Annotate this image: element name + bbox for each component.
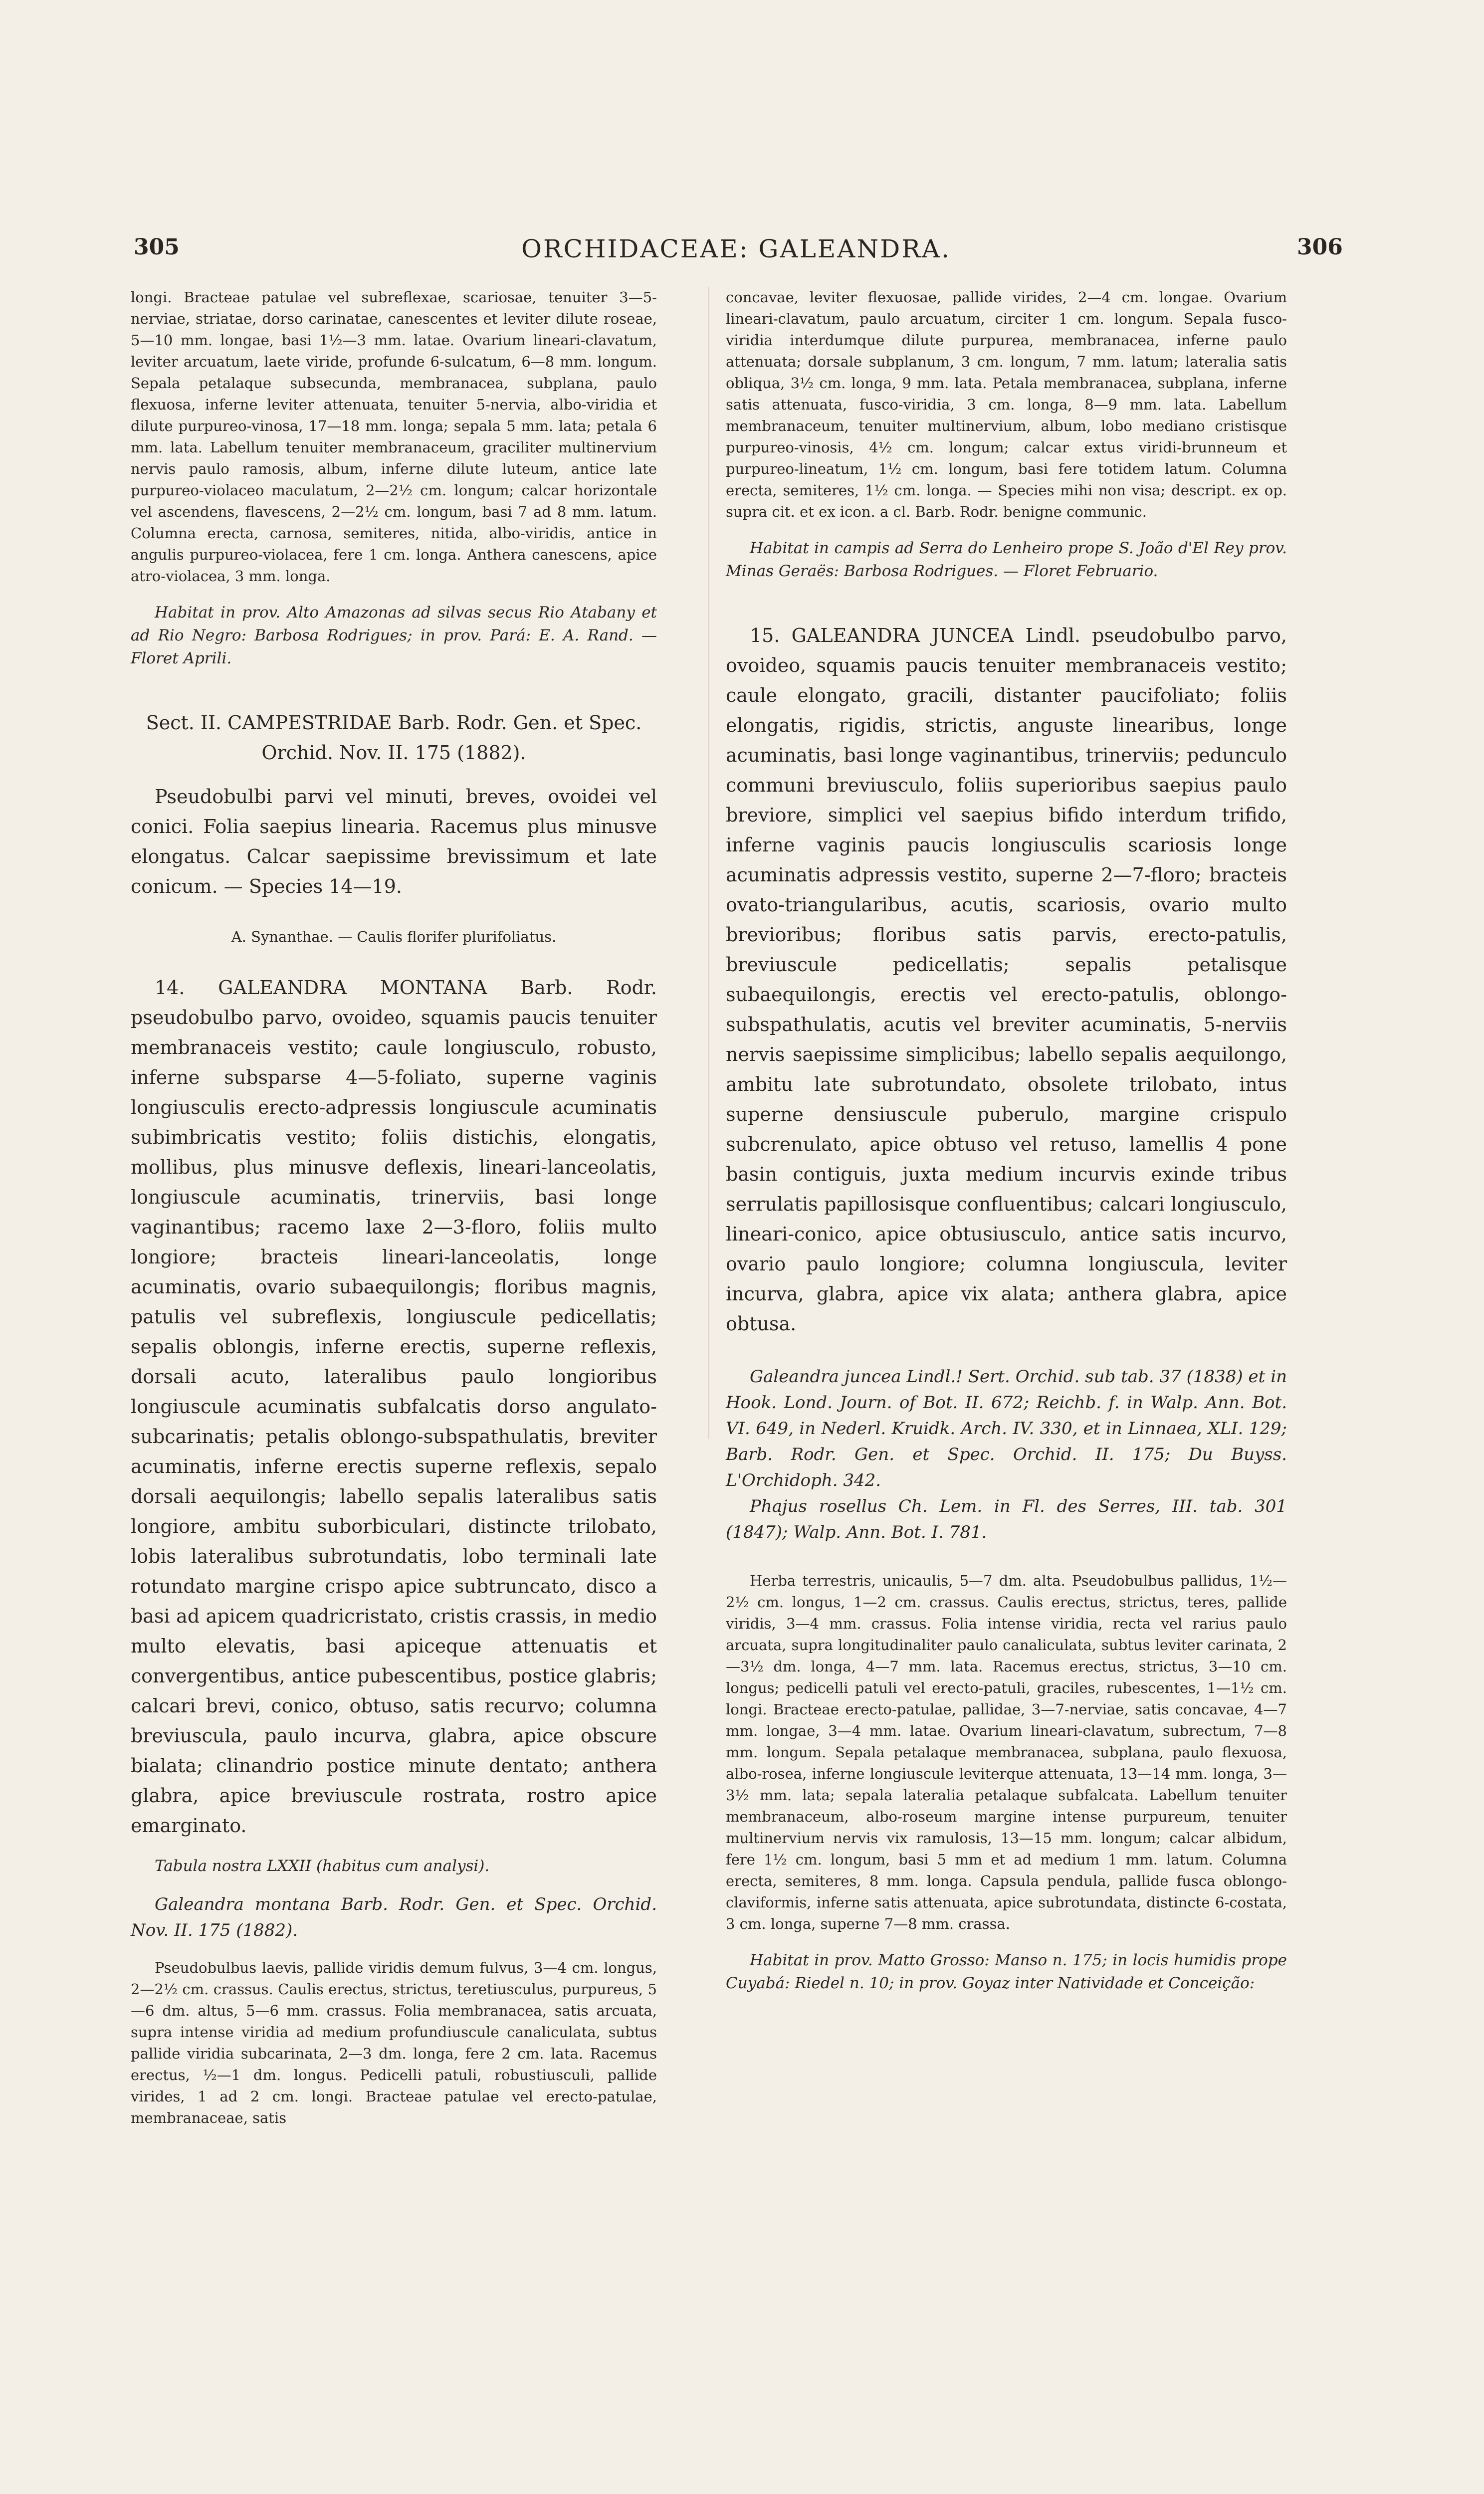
- tabula-reference: Tabula nostra LXXII (habitus cum analysi).: [155, 1857, 490, 1875]
- section-description: Pseudobulbi parvi vel minuti, breves, ovoidei vel conici. Folia saepius linearia. Racemus plus minusve elongatus. Calcar saepissime brevissimum et late conicum. — Species 14—19.: [131, 786, 657, 897]
- right-column: [726, 287, 1287, 1995]
- subgroup-heading: A. Synanthae. — Caulis florifer plurifoliatus.: [231, 928, 557, 945]
- left-column: [131, 287, 657, 2129]
- species-14-citation: Galeandra montana Barb. Rodr. Gen. et Spec. Orchid. Nov. II. 175 (1882).: [131, 1894, 657, 1940]
- species-14-description: Pseudobulbus laevis, pallide viridis demum fulvus, 3—4 cm. longus, 2—2½ cm. crassus. Caulis erectus, strictus, teretiusculus, purpureus, 5—6 dm. altus, 5—6 mm. crassus. Folia membranacea, satis arcuata, supra intense viridia ad medium profundiuscule canaliculata, subtus pallide viridia subcarinata, 2—3 dm. longa, fere 2 cm. lata. Racemus erectus, ½—1 dm. longus. Pedicelli patuli, robustiusculi, pallide virides, 1 ad 2 cm. longi. Bracteae patulae vel erecto-patulae, membranaceae, satis: [131, 1959, 657, 2126]
- left-habitat: Habitat in prov. Alto Amazonas ad silvas secus Rio Atabany et ad Rio Negro: Barbosa Rodrigues; in prov. Pará: E. A. Rand. — Floret Aprili.: [131, 604, 657, 667]
- section-heading: Sect. II. CAMPESTRIDAE Barb. Rodr. Gen. et Spec. Orchid. Nov. II. 175 (1882).: [146, 712, 642, 764]
- species-15-citation-b: Phajus rosellus Ch. Lem. in Fl. des Serres, III. tab. 301 (1847); Walp. Ann. Bot. I. 781.: [726, 1496, 1287, 1542]
- column-divider: [708, 287, 709, 1439]
- species-15-description: Herba terrestris, unicaulis, 5—7 dm. alta. Pseudobulbus pallidus, 1½—2½ cm. longus, 1—2 cm. crassus. Caulis erectus, strictus, teres, pallide viridis, 3—4 mm. crassus. Folia intense viridia, recta vel rarius paulo arcuata, supra longitudinaliter paulo canaliculata, subtus leviter carinata, 2—3½ dm. longa, 4—7 mm. lata. Racemus erectus, strictus, 3—10 cm. longus; pedicelli patuli vel erecto-patuli, graciles, rubescentes, 1—1½ cm. longi. Bracteae erecto-patulae, pallidae, 3—7-nerviae, satis concavae, 4—7 mm. longae, 3—4 mm. latae. Ovarium lineari-clavatum, subrectum, 7—8 mm. longum. Sepala petalaque membranacea, subplana, paulo flexuosa, albo-rosea, inferne longiuscule leviterque attenuata, 13—14 mm. longa, 3—3½ mm. lata; sepala lateralia petalaque subfalcata. Labellum tenuiter membranaceum, albo-roseum margine intense purpureum, tenuiter multinervium nervis vix ramulosis, 13—15 mm. longum; calcar albidum, fere 1½ cm. longum, basi 5 mm et ad medium 1 mm. latum. Columna erecta, semiteres, 8 mm. longa. Capsula pendula, pallide fusca oblongo-claviformis, inferne satis attenuata, apice subrotundata, distincte 6-costata, 3 cm. longa, superne 7—8 mm. crassa.: [726, 1572, 1287, 1932]
- species-15-diagnosis: 15. GALEANDRA JUNCEA Lindl. pseudobulbo parvo, ovoideo, squamis paucis tenuiter membranaceis vestito; caule elongato, gracili, distanter paucifoliato; foliis elongatis, rigidis, strictis, anguste linearibus, longe acuminatis, basi longe vaginantibus, trinerviis; pedunculo communi breviusculo, foliis superioribus saepius paulo breviore, simplici vel saepius bifido interdum trifido, inferne vaginis paucis longiusculis scariosis longe acuminatis adpressis vestito, superne 2—7-floro; bracteis ovato-triangularibus, acutis, scariosis, ovario multo brevioribus; floribus satis parvis, erecto-patulis, breviuscule pedicellatis; sepalis petalisque subaequilongis, erectis vel erecto-patulis, oblongo-subspathulatis, acutis vel breviter acuminatis, 5-nerviis nervis saepissime simplicibus; labello sepalis aequilongo, ambitu late subrotundato, obsolete trilobato, intus superne densiuscule puberulo, margine crispulo subcrenulato, apice obtuso vel retuso, lamellis 4 pone basin contiguis, juxta medium incurvis exinde tribus serrulatis papillosisque confluentibus; calcari longiusculo, lineari-conico, apice obtusiusculo, antice satis incurvo, ovario paulo longiore; columna longiuscula, leviter incurva, glabra, apice vix alata; anthera glabra, apice obtusa.: [726, 624, 1287, 1335]
- running-title: ORCHIDACEAE: GALEANDRA.: [521, 234, 951, 263]
- species-14-diagnosis: 14. GALEANDRA MONTANA Barb. Rodr. pseudobulbo parvo, ovoideo, squamis paucis tenuiter membranaceis vestito; caule longiusculo, robusto, inferne subsparse 4—5-foliato, superne vaginis longiusculis erecto-adpressis longiuscule acuminatis subimbricatis vestito; foliis distichis, elongatis, mollibus, plus minusve deflexis, lineari-lanceolatis, longiuscule acuminatis, trinerviis, basi longe vaginantibus; racemo laxe 2—3-floro, foliis multo longiore; bracteis lineari-lanceolatis, longe acuminatis, ovario subaequilongis; floribus magnis, patulis vel subreflexis, longiuscule pedicellatis; sepalis oblongis, inferne erectis, superne reflexis, dorsali acuto, lateralibus paulo longioribus longiuscule acuminatis subfalcatis dorso angulato-subcarinatis; petalis oblongo-subspathulatis, breviter acuminatis, inferne erectis superne reflexis, sepalo dorsali aequilongis; labello sepalis lateralibus satis longiore, ambitu suborbiculari, distincte trilobato, lobis lateralibus subrotundatis, lobo terminali late rotundato margine crispo apice subtruncato, disco a basi ad apicem quadricristato, cristis crassis, in medio multo elevatis, basi apiceque attenuatis et convergentibus, antice pubescentibus, postice glabris; calcari brevi, conico, obtuso, satis recurvo; columna breviuscula, paulo incurva, glabra, apice obscure bialata; clinandrio postice minute dentato; anthera glabra, apice breviuscule rostrata, rostro apice emarginato.: [131, 977, 657, 1837]
- right-habitat: Habitat in campis ad Serra do Lenheiro prope S. João d'El Rey prov. Minas Geraës: Barbosa Rodrigues. — Floret Februario.: [726, 539, 1287, 580]
- species-15-habitat: Habitat in prov. Matto Grosso: Manso n. 175; in locis humidis prope Cuyabá: Riedel n. 10; in prov. Goyaz inter Natividade et Conceição:: [726, 1951, 1287, 1992]
- page-number-left: 305: [134, 234, 180, 260]
- species-15-citation-a: Galeandra juncea Lindl.! Sert. Orchid. sub tab. 37 (1838) et in Hook. Lond. Journ. of Bot. II. 672; Reichb. f. in Walp. Ann. Bot. VI. 649, in Nederl. Kruidk. Arch. IV. 330, et in Linnaea, XLI. 129; Barb. Rodr. Gen. et Spec. Orchid. II. 175; Du Buyss. L'Orchidoph. 342.: [726, 1367, 1287, 1490]
- left-continued-description: longi. Bracteae patulae vel subreflexae, scariosae, tenuiter 3—5-nerviae, striatae, dorso carinatae, canescentes et leviter dilute roseae, 5—10 mm. longae, basi 1½—3 mm. latae. Ovarium lineari-clavatum, leviter arcuatum, laete viride, profunde 6-sulcatum, 6—8 mm. longum. Sepala petalaque subsecunda, membranacea, subplana, paulo flexuosa, inferne leviter attenuata, tenuiter 5-nervia, albo-viridia et dilute purpureo-vinosa, 17—18 mm. longa; sepala 5 mm. lata; petala 6 mm. lata. Labellum tenuiter membranaceum, graciliter multinervium nervis paulo ramosis, album, inferne dilute luteum, antice late purpureo-violaceo maculatum, 2—2½ cm. longum; calcar horizontale vel ascendens, flavescens, 2—2½ cm. longum, basi 7 ad 8 mm. latum. Columna erecta, carnosa, semiteres, nitida, albo-viridis, antice in angulis purpureo-violacea, fere 1 cm. longa. Anthera canescens, apice atro-violacea, 3 mm. longa.: [131, 289, 657, 585]
- page-number-right: 306: [1297, 234, 1343, 260]
- right-continued-description: concavae, leviter flexuosae, pallide virides, 2—4 cm. longae. Ovarium lineari-clavatum, paulo arcuatum, circiter 1 cm. longum. Sepala fusco-viridia interdumque dilute purpurea, membranacea, inferne paulo attenuata; dorsale subplanum, 3 cm. longum, 7 mm. latum; lateralia satis obliqua, 3½ cm. longa, 9 mm. lata. Petala membranacea, subplana, inferne satis attenuata, fusco-viridia, 3 cm. longa, 8—9 mm. lata. Labellum membranaceum, tenuiter multinervium, album, lobo mediano cristisque purpureo-vinosis, 4½ cm. longum; calcar extus viridi-brunneum et purpureo-lineatum, 1½ cm. longum, basi fere totidem latum. Columna erecta, semiteres, 1½ cm. longa. — Species mihi non visa; descript. ex op. supra cit. et ex icon. a cl. Barb. Rodr. benigne communic.: [726, 289, 1287, 520]
- page-header: [0, 234, 1484, 269]
